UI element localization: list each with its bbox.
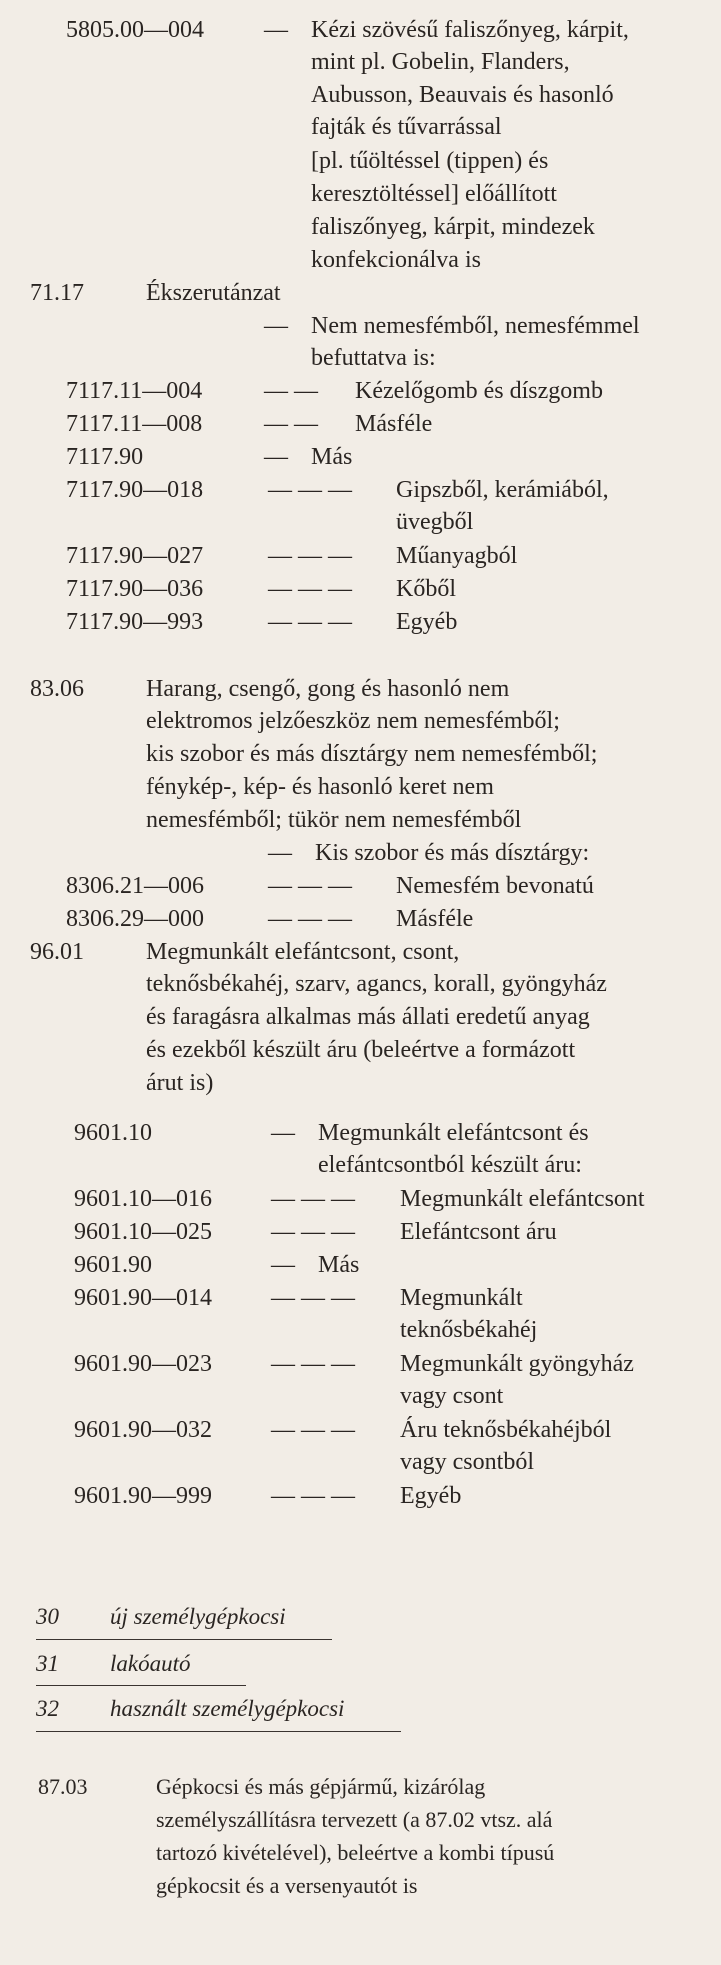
description-line: faliszőnyeg, kárpit, mindezek bbox=[311, 214, 595, 240]
heading-line: gépkocsit és a versenyautót is bbox=[156, 1873, 418, 1898]
heading-line: nemesfémből; tükör nem nemesfémből bbox=[146, 807, 522, 833]
heading-line: Gépkocsi és más gépjármű, kizárólag bbox=[156, 1774, 486, 1799]
category-number: 30 bbox=[36, 1604, 59, 1629]
description-line: Megmunkált elefántcsont és bbox=[318, 1120, 589, 1146]
dash: — — bbox=[264, 411, 318, 437]
description-line: Nem nemesfémből, nemesfémmel bbox=[311, 313, 640, 339]
heading-code: 87.03 bbox=[38, 1774, 88, 1799]
category-label: használt személygépkocsi bbox=[110, 1696, 345, 1721]
dash: — bbox=[271, 1120, 295, 1146]
description-line: Áru teknősbékahéjból bbox=[400, 1417, 612, 1443]
description-line: Kézi szövésű faliszőnyeg, kárpit, bbox=[311, 17, 629, 43]
heading-line: és ezekből készült áru (beleértve a formázott bbox=[146, 1037, 576, 1063]
description-line: fajták és tűvarrással bbox=[311, 114, 502, 140]
description-line: Kőből bbox=[396, 576, 456, 602]
tariff-code: 7117.90 bbox=[66, 444, 144, 470]
tariff-code: 9601.10 bbox=[74, 1120, 152, 1146]
category-divider bbox=[36, 1639, 332, 1640]
description-line: Megmunkált bbox=[400, 1285, 523, 1311]
description-line: Egyéb bbox=[396, 609, 458, 635]
tariff-code: 7117.90—036 bbox=[66, 576, 204, 602]
tariff-code: 7117.11—008 bbox=[66, 411, 203, 437]
dash: — — — bbox=[271, 1483, 355, 1509]
dash: — bbox=[268, 840, 292, 866]
tariff-code: 7117.90—027 bbox=[66, 543, 204, 569]
category-number: 32 bbox=[36, 1696, 59, 1721]
description-line: Kis szobor és más dísztárgy: bbox=[315, 840, 590, 866]
heading-code: 71.17 bbox=[30, 280, 84, 306]
heading-line: személyszállításra tervezett (a 87.02 vtsz. alá bbox=[156, 1807, 553, 1832]
tariff-code: 9601.90—999 bbox=[74, 1483, 212, 1509]
dash: — bbox=[264, 444, 288, 470]
description-line: Másféle bbox=[396, 906, 474, 932]
heading-code: 83.06 bbox=[30, 676, 84, 702]
dash: — bbox=[264, 313, 288, 339]
description-line: Megmunkált gyöngyház bbox=[400, 1351, 634, 1377]
heading-code: 96.01 bbox=[30, 939, 84, 965]
dash: — — — bbox=[268, 477, 352, 503]
category-label: lakóautó bbox=[110, 1651, 191, 1676]
dash: — — — bbox=[268, 906, 352, 932]
description-line: Más bbox=[311, 444, 353, 470]
description-line: Egyéb bbox=[400, 1483, 462, 1509]
tariff-code: 7117.11—004 bbox=[66, 378, 203, 404]
dash: — bbox=[271, 1252, 295, 1278]
dash: — — — bbox=[268, 873, 352, 899]
description-line: konfekcionálva is bbox=[311, 247, 481, 273]
dash: — — bbox=[264, 378, 318, 404]
tariff-code: 7117.90—993 bbox=[66, 609, 204, 635]
heading-title: Ékszerutánzat bbox=[146, 280, 281, 306]
description-line: Műanyagból bbox=[396, 543, 518, 569]
heading-line: Harang, csengő, gong és hasonló nem bbox=[146, 676, 510, 702]
tariff-code: 9601.10—016 bbox=[74, 1186, 212, 1212]
description-line: Más bbox=[318, 1252, 360, 1278]
tariff-code: 5805.00—004 bbox=[66, 17, 204, 43]
tariff-code: 9601.90—014 bbox=[74, 1285, 212, 1311]
category-label: új személygépkocsi bbox=[110, 1604, 286, 1629]
description-line: Kézelőgomb és díszgomb bbox=[355, 378, 603, 404]
tariff-code: 7117.90—018 bbox=[66, 477, 204, 503]
description-line: vagy csontból bbox=[400, 1449, 534, 1475]
description-line: Gipszből, kerámiából, bbox=[396, 477, 609, 503]
description-line: üvegből bbox=[396, 509, 474, 535]
tariff-code: 9601.90 bbox=[74, 1252, 152, 1278]
description-line: befuttatva is: bbox=[311, 345, 436, 371]
description-line: teknősbékahéj bbox=[400, 1317, 538, 1343]
description-line: Nemesfém bevonatú bbox=[396, 873, 594, 899]
description-line: mint pl. Gobelin, Flanders, bbox=[311, 49, 570, 75]
heading-line: teknősbékahéj, szarv, agancs, korall, gyöngyház bbox=[146, 971, 607, 997]
description-line: Aubusson, Beauvais és hasonló bbox=[311, 82, 614, 108]
tariff-code: 9601.90—023 bbox=[74, 1351, 212, 1377]
category-divider bbox=[36, 1731, 401, 1732]
tariff-code: 9601.10—025 bbox=[74, 1219, 212, 1245]
dash: — — — bbox=[268, 609, 352, 635]
heading-line: kis szobor és más dísztárgy nem nemesfémből; bbox=[146, 741, 598, 767]
dash: — — — bbox=[271, 1219, 355, 1245]
description-line: elefántcsontból készült áru: bbox=[318, 1152, 582, 1178]
heading-line: fénykép-, kép- és hasonló keret nem bbox=[146, 774, 494, 800]
dash: — bbox=[264, 17, 288, 43]
description-line: [pl. tűöltéssel (tippen) és bbox=[311, 148, 549, 174]
tariff-code: 9601.90—032 bbox=[74, 1417, 212, 1443]
description-line: Megmunkált elefántcsont bbox=[400, 1186, 645, 1212]
dash: — — — bbox=[268, 543, 352, 569]
heading-line: Megmunkált elefántcsont, csont, bbox=[146, 939, 460, 965]
tariff-code: 8306.29—000 bbox=[66, 906, 204, 932]
category-divider bbox=[36, 1685, 246, 1686]
heading-line: tartozó kivételével), beleértve a kombi típusú bbox=[156, 1840, 555, 1865]
heading-line: elektromos jelzőeszköz nem nemesfémből; bbox=[146, 708, 560, 734]
tariff-code: 8306.21—006 bbox=[66, 873, 204, 899]
description-line: Elefántcsont áru bbox=[400, 1219, 557, 1245]
category-number: 31 bbox=[36, 1651, 59, 1676]
dash: — — — bbox=[268, 576, 352, 602]
description-line: vagy csont bbox=[400, 1383, 504, 1409]
dash: — — — bbox=[271, 1186, 355, 1212]
description-line: keresztöltéssel] előállított bbox=[311, 181, 557, 207]
dash: — — — bbox=[271, 1285, 355, 1311]
description-line: Másféle bbox=[355, 411, 433, 437]
heading-line: árut is) bbox=[146, 1070, 214, 1096]
dash: — — — bbox=[271, 1417, 355, 1443]
dash: — — — bbox=[271, 1351, 355, 1377]
heading-line: és faragásra alkalmas más állati eredetű anyag bbox=[146, 1004, 590, 1030]
